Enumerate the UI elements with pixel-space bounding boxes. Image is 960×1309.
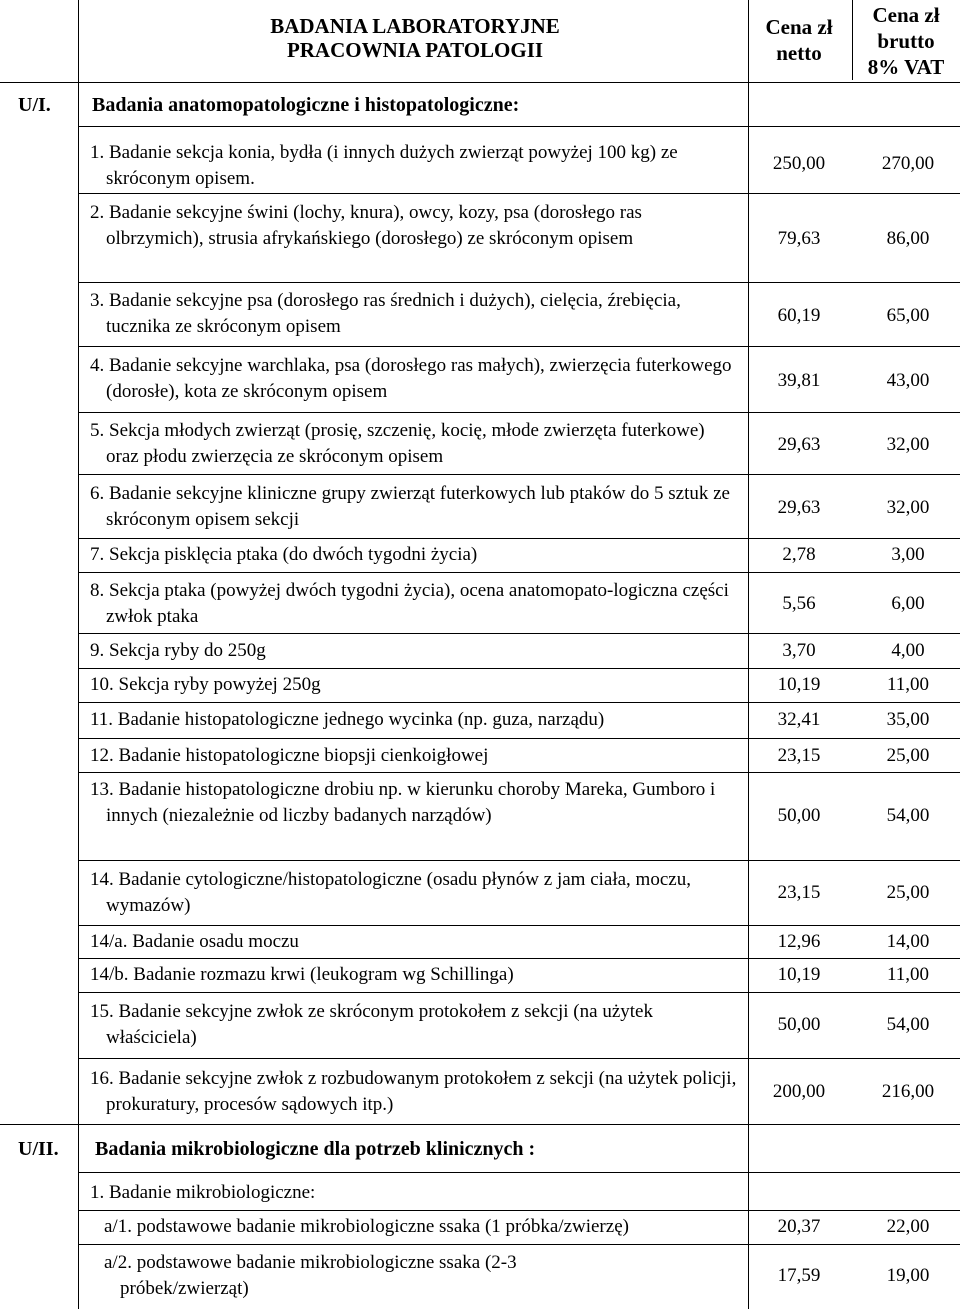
service-description: 1. Badanie mikrobiologiczne:	[90, 1182, 316, 1203]
net-price: 200,00	[772, 1081, 826, 1102]
net-price: 23,15	[777, 882, 821, 903]
service-description: a/1. podstawowe badanie mikrobiologiczne ssaka (1 próbka/zwierzę)	[104, 1216, 629, 1237]
net-price: 3,70	[782, 640, 816, 661]
gross-price: 216,00	[881, 1081, 935, 1102]
service-description: 4. Badanie sekcyjne warchlaka, psa (dorosłego ras małych), zwierzęcia futerkowego (dorosłe), kota ze skróconym opisem	[90, 355, 732, 402]
section-title: Badania anatomopatologiczne i histopatologiczne:	[92, 94, 520, 116]
net-price: 60,19	[777, 305, 821, 326]
service-description: 14/a. Badanie osadu moczu	[90, 931, 299, 952]
section-code: U/I.	[18, 94, 51, 116]
net-price: 50,00	[777, 805, 821, 826]
gross-price: 86,00	[886, 228, 930, 249]
service-description: 3. Badanie sekcyjne psa (dorosłego ras średnich i dużych), cielęcia, źrebięcia, tucznika ze skróconym opisem	[90, 290, 681, 337]
row-divider	[78, 538, 960, 539]
row-divider	[78, 925, 960, 926]
row-divider	[78, 474, 960, 475]
net-price: 2,78	[782, 544, 816, 565]
row-divider	[78, 702, 960, 703]
row-divider	[78, 1058, 960, 1059]
net-price: 10,19	[777, 674, 821, 695]
row-divider	[78, 1172, 960, 1173]
service-description: 13. Badanie histopatologiczne drobiu np. w kierunku choroby Mareka, Gumboro i innych (niezależnie od liczby badanych narządów)	[90, 779, 716, 826]
gross-price: 22,00	[886, 1216, 930, 1237]
gross-price: 32,00	[886, 434, 930, 455]
section-divider	[0, 1124, 960, 1125]
gross-price: 54,00	[886, 1014, 930, 1035]
gross-price-header: Cena zł brutto 8% VAT	[867, 3, 945, 79]
gross-price: 25,00	[886, 882, 930, 903]
service-description: a/2. podstawowe badanie mikrobiologiczne ssaka (2-3 próbek/zwierząt)	[104, 1252, 517, 1299]
net-price: 250,00	[772, 153, 826, 174]
gross-price: 35,00	[886, 709, 930, 730]
net-price: 5,56	[782, 593, 816, 614]
gross-price: 11,00	[886, 964, 930, 985]
section-title: Badania mikrobiologiczne dla potrzeb klinicznych :	[95, 1138, 536, 1160]
net-price: 17,59	[777, 1265, 821, 1286]
row-divider	[78, 738, 960, 739]
service-description: 2. Badanie sekcyjne świni (lochy, knura), owcy, kozy, psa (dorosłego ras olbrzymich), strusia afrykańskiego (dorosłego) ze skróconym opisem	[90, 202, 642, 249]
net-price: 39,81	[777, 370, 821, 391]
gross-price: 65,00	[886, 305, 930, 326]
net-price: 29,63	[777, 497, 821, 518]
net-price: 50,00	[777, 1014, 821, 1035]
gross-price: 14,00	[886, 931, 930, 952]
section-code: U/II.	[18, 1138, 59, 1160]
net-price: 10,19	[777, 964, 821, 985]
service-description: 1. Badanie sekcja konia, bydła (i innych dużych zwierząt powyżej 100 kg) ze skróconym opisem.	[90, 142, 678, 189]
service-description: 14. Badanie cytologiczne/histopatologiczne (osadu płynów z jam ciała, moczu, wymazów)	[90, 869, 691, 916]
row-divider	[78, 193, 960, 194]
gross-price: 3,00	[891, 544, 925, 565]
gross-price: 25,00	[886, 745, 930, 766]
gross-price: 19,00	[886, 1265, 930, 1286]
service-description: 6. Badanie sekcyjne kliniczne grupy zwierząt futerkowych lub ptaków do 5 sztuk ze skróconym opisem sekcji	[90, 483, 730, 530]
service-description: 15. Badanie sekcyjne zwłok ze skróconym protokołem z sekcji (na użytek właściciela)	[90, 1001, 653, 1048]
net-price: 12,96	[777, 931, 821, 952]
service-description: 8. Sekcja ptaka (powyżej dwóch tygodni życia), ocena anatomopato-logiczna części zwłok ptaka	[90, 580, 729, 627]
net-price-header: Cena zł netto	[765, 15, 833, 65]
column-divider	[78, 0, 79, 1309]
row-divider	[78, 860, 960, 861]
header-divider	[0, 82, 960, 83]
gross-price: 6,00	[891, 593, 925, 614]
row-divider	[78, 633, 960, 634]
gross-price: 43,00	[886, 370, 930, 391]
service-description: 12. Badanie histopatologiczne biopsji cienkoigłowej	[90, 745, 489, 766]
net-price: 29,63	[777, 434, 821, 455]
net-price: 23,15	[777, 745, 821, 766]
net-price: 79,63	[777, 228, 821, 249]
row-divider	[78, 282, 960, 283]
row-divider	[78, 958, 960, 959]
net-price: 20,37	[777, 1216, 821, 1237]
service-description: 10. Sekcja ryby powyżej 250g	[90, 674, 321, 695]
gross-price: 4,00	[891, 640, 925, 661]
net-price: 32,41	[777, 709, 821, 730]
gross-price: 11,00	[886, 674, 930, 695]
service-description: 9. Sekcja ryby do 250g	[90, 640, 266, 661]
row-divider	[78, 668, 960, 669]
row-divider	[78, 772, 960, 773]
row-divider	[78, 572, 960, 573]
row-divider	[78, 992, 960, 993]
gross-price: 54,00	[886, 805, 930, 826]
service-description: 16. Badanie sekcyjne zwłok z rozbudowanym protokołem z sekcji (na użytek policji, prokuratury, procesów sądowych itp.)	[90, 1068, 737, 1115]
row-divider	[78, 1210, 960, 1211]
gross-price: 270,00	[881, 153, 935, 174]
row-divider	[78, 346, 960, 347]
service-description: 11. Badanie histopatologiczne jednego wycinka (np. guza, narządu)	[90, 709, 605, 730]
row-divider	[78, 1244, 960, 1245]
service-description: 7. Sekcja pisklęcia ptaka (do dwóch tygodni życia)	[90, 544, 478, 565]
service-description: 5. Sekcja młodych zwierząt (prosię, szczenię, kocię, młode zwierzęta futerkowe) oraz płodu zwierzęcia ze skróconym opisem	[90, 420, 705, 467]
service-description: 14/b. Badanie rozmazu krwi (leukogram wg Schillinga)	[90, 964, 514, 985]
row-divider	[78, 126, 960, 127]
gross-price: 32,00	[886, 497, 930, 518]
table-title: BADANIA LABORATORYJNE PRACOWNIA PATOLOGII	[270, 14, 560, 62]
row-divider	[78, 412, 960, 413]
